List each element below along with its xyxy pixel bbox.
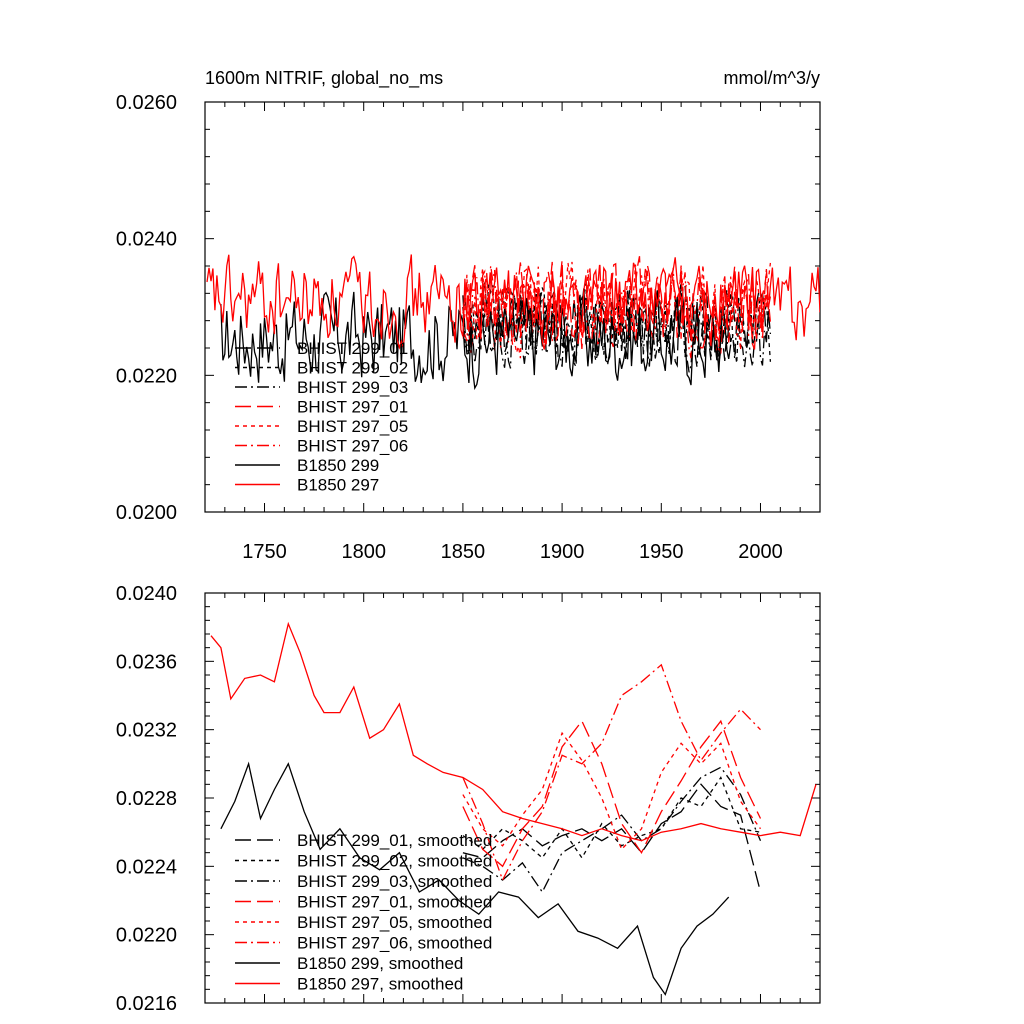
legend-label: BHIST 297_05, smoothed bbox=[297, 913, 493, 932]
y-tick-label: 0.0224 bbox=[115, 856, 177, 879]
x-tick-label: 1950 bbox=[639, 541, 684, 563]
legend-label: B1850 297 bbox=[297, 475, 380, 495]
series-line-bhist-299-03-smoothed bbox=[463, 767, 761, 892]
series-line-bhist-299-02-smoothed bbox=[463, 778, 761, 858]
y-tick-label: 0.0240 bbox=[115, 583, 177, 605]
y-tick-label: 0.0228 bbox=[115, 788, 177, 810]
x-tick-label: 1750 bbox=[242, 541, 287, 563]
legend-label: B1850 299, smoothed bbox=[297, 954, 464, 973]
legend-label: BHIST 297_01 bbox=[297, 397, 409, 417]
y-tick-label: 0.0240 bbox=[115, 228, 177, 251]
top-panel-title: 1600m NITRIF, global_no_ms bbox=[205, 68, 444, 88]
legend-label: BHIST 299_01 bbox=[297, 339, 409, 358]
series-line-bhist-297-06-smoothed bbox=[463, 665, 761, 880]
x-tick-label: 2000 bbox=[738, 541, 783, 563]
legend-label: B1850 299 bbox=[297, 456, 380, 475]
legend-label: BHIST 297_05 bbox=[297, 417, 409, 436]
bottom-panel bbox=[116, 583, 820, 1015]
y-tick-label: 0.0220 bbox=[115, 365, 177, 388]
y-tick-label: 0.0260 bbox=[115, 92, 177, 114]
x-tick-label: 1800 bbox=[341, 541, 386, 563]
y-tick-label: 0.0220 bbox=[115, 924, 177, 947]
legend-label: BHIST 299_03, smoothed bbox=[297, 872, 493, 891]
series-line-bhist-297-01-smoothed bbox=[463, 721, 761, 866]
legend-label: BHIST 299_01, smoothed bbox=[297, 831, 493, 850]
legend-label: BHIST 299_02, smoothed bbox=[297, 851, 493, 871]
legend-label: BHIST 299_03 bbox=[297, 378, 409, 397]
y-tick-label: 0.0232 bbox=[115, 719, 177, 742]
legend-label: BHIST 297_01, smoothed bbox=[297, 892, 493, 912]
x-tick-label: 1900 bbox=[539, 541, 585, 563]
top-panel-units: mmol/m^3/y bbox=[723, 68, 820, 88]
top-panel bbox=[116, 68, 820, 563]
legend-label: BHIST 297_06, smoothed bbox=[297, 933, 493, 953]
x-tick-label: 1850 bbox=[440, 541, 486, 563]
legend-label: B1850 297, smoothed bbox=[297, 974, 464, 994]
legend-label: BHIST 297_06 bbox=[297, 436, 409, 456]
y-tick-label: 0.0200 bbox=[115, 502, 177, 524]
y-tick-label: 0.0236 bbox=[115, 651, 177, 674]
legend-label: BHIST 299_02 bbox=[297, 358, 409, 378]
y-tick-label: 0.0216 bbox=[115, 993, 177, 1015]
